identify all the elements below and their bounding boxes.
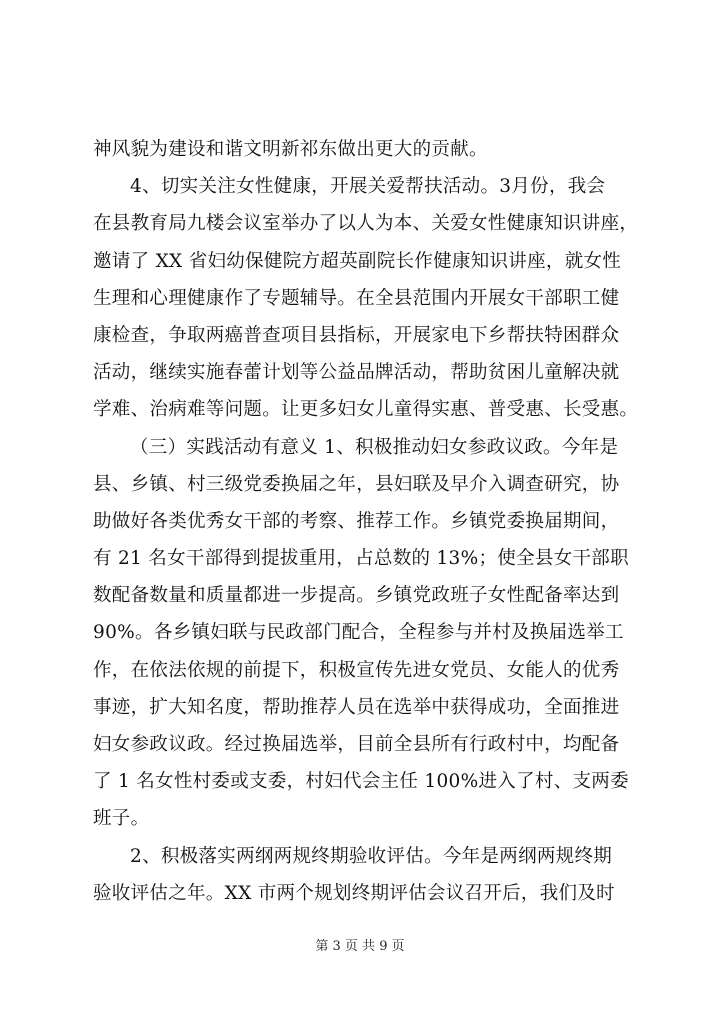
text-line: 事迹，扩大知名度，帮助推荐人员在选举中获得成功，全面推进: [93, 696, 620, 718]
text-line: 妇女参政议政。经过换届选举，目前全县所有行政村中，均配备: [93, 734, 620, 755]
text-line: 有 21 名女干部得到提拔重用，占总数的 13%；使全县女干部职: [93, 548, 629, 570]
text-line: 作，在依法依规的前提下，积极宣传先进女党员、女能人的优秀: [93, 659, 620, 681]
text-line: 县、乡镇、村三级党委换届之年，县妇联及早介入调查研究，协: [93, 473, 620, 495]
text-line: 4、切实关注女性健康，开展关爱帮扶活动。3月份，我会: [130, 176, 606, 198]
text-line: 助做好各类优秀女干部的考察、推荐工作。乡镇党委换届期间，: [93, 510, 620, 532]
body-text: [93, 131, 653, 912]
text-line: 验收评估之年。XX 市两个规划终期评估会议召开后，我们及时: [93, 882, 615, 904]
text-line: 活动，继续实施春蕾计划等公益品牌活动，帮助贫困儿童解决就: [93, 362, 620, 384]
text-line: 90%。各乡镇妇联与民政部门配合，全程参与并村及换届选举工: [93, 622, 624, 644]
text-line: 班子。: [93, 808, 150, 830]
page-number: 第 3 页 共 9 页: [315, 939, 405, 954]
text-line: 2、积极落实两纲两规终期验收评估。今年是两纲两规终期: [130, 845, 613, 867]
text-line: 生理和心理健康作了专题辅导。在全县范围内开展女干部职工健: [93, 287, 620, 309]
text-line: （三）实践活动有意义 1、积极推动妇女参政议政。今年是: [130, 436, 619, 458]
text-line: 康检查，争取两癌普查项目县指标，开展家电下乡帮扶特困群众: [93, 324, 620, 346]
text-line: 学难、治病难等问题。让更多妇女儿童得实惠、普受惠、长受惠。: [93, 399, 639, 421]
text-line: 神风貌为建设和谐文明新祁东做出更大的贡献。: [93, 139, 488, 160]
text-line: 在县教育局九楼会议室举办了以人为本、关爱女性健康知识讲座，: [93, 213, 639, 235]
text-line: 数配备数量和质量都进一步提高。乡镇党政班子女性配备率达到: [93, 585, 620, 607]
text-line: 了 1 名女性村委或支委，村妇代会主任 100%进入了村、支两委: [93, 771, 629, 793]
text-line: 邀请了 XX 省妇幼保健院方超英副院长作健康知识讲座，就女性: [93, 250, 622, 272]
